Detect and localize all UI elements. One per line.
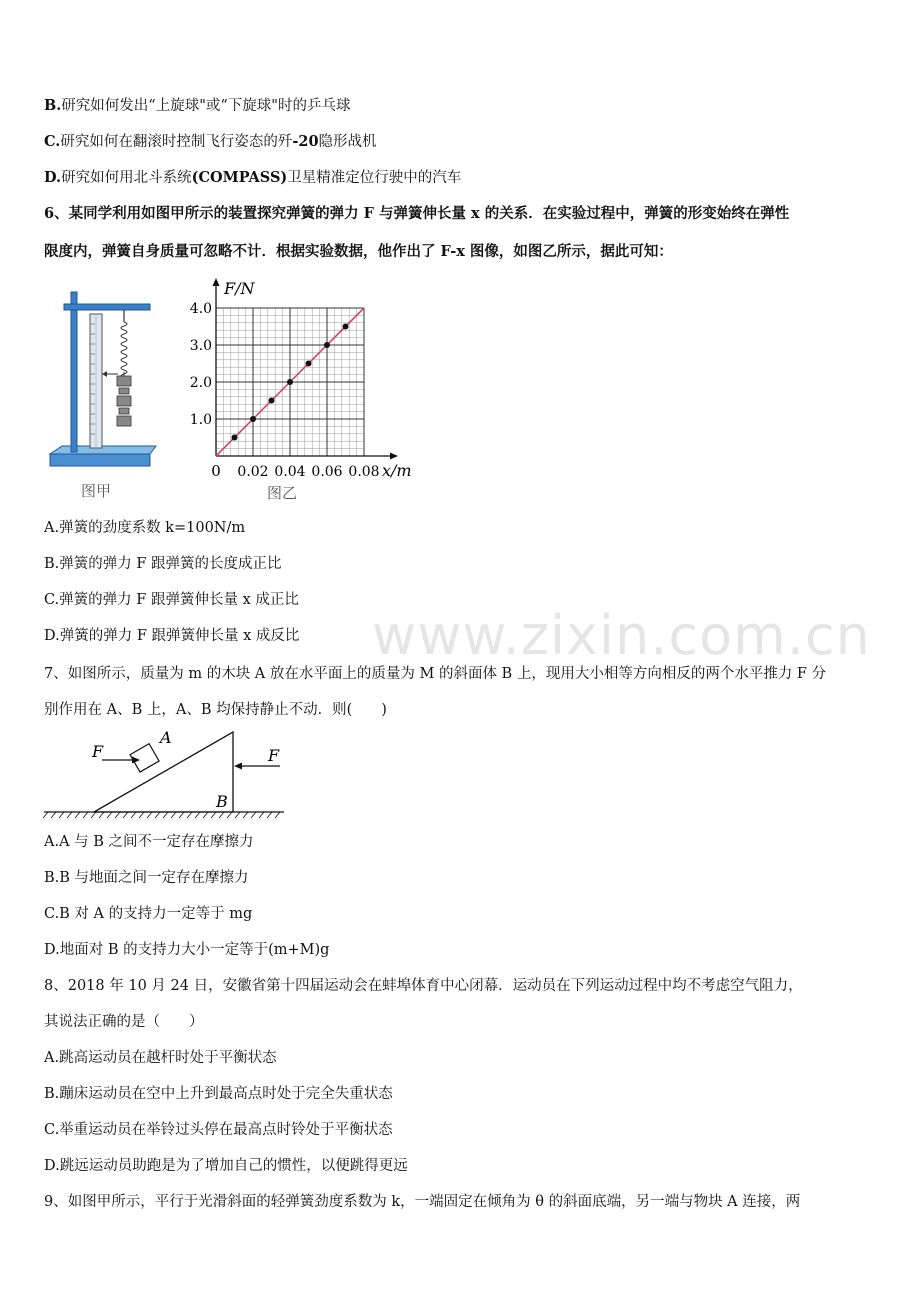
- y-tick-label: 1.0: [189, 412, 212, 428]
- x-tick-label: 0.08: [348, 464, 380, 480]
- q8-option-b: B.蹦床运动员在空中上升到最高点时处于完全失重状态: [44, 1086, 393, 1102]
- q7-option-c: C.B 对 A 的支持力一定等于 mg: [44, 906, 253, 922]
- block-b-label: B: [216, 792, 228, 811]
- data-point: [250, 416, 256, 422]
- block-a-label: A: [160, 728, 172, 747]
- y-tick-label: 2.0: [189, 375, 212, 391]
- x-tick-label: 0.02: [237, 464, 269, 480]
- data-point: [232, 435, 238, 441]
- prev-option-c: C.研究如何在翻滚时控制飞行姿态的歼-20隐形战机: [44, 133, 377, 150]
- fig-a-caption: 图甲: [80, 482, 112, 500]
- q7-option-d: D.地面对 B 的支持力大小一定等于(m+M)g: [44, 942, 330, 958]
- spring-apparatus-figure: [44, 284, 164, 504]
- q6-stem-line1: 6、某同学利用如图甲所示的装置探究弹簧的弹力 F 与弹簧伸长量 x 的关系．在实验过程中，弹簧的形变始终在弹性: [44, 205, 790, 222]
- y-tick-label: 3.0: [189, 338, 212, 354]
- q7-stem-line2: 别作用在 A、B 上，A、B 均保持静止不动．则( ): [44, 702, 387, 718]
- q8-option-d: D.跳远运动员助跑是为了增加自己的惯性，以便跳得更远: [44, 1158, 408, 1174]
- origin-label: 0: [211, 462, 221, 480]
- x-tick-label: 0.06: [311, 464, 343, 480]
- fig-b-caption: 图乙: [266, 484, 298, 502]
- data-point: [287, 379, 293, 385]
- incline-figure: [40, 728, 290, 824]
- q9-stem-line1: 9、如图甲所示，平行于光滑斜面的轻弹簧劲度系数为 k，一端固定在倾角为 θ 的斜面底端，另一端与物块 A 连接，两: [44, 1194, 801, 1210]
- watermark: www.zixin.com.cn: [372, 604, 871, 667]
- q6-option-c: C.弹簧的弹力 F 跟弹簧伸长量 x 成正比: [44, 592, 299, 608]
- force-label-right: F: [268, 746, 280, 765]
- q8-option-c: C.举重运动员在举铃过头停在最高点时铃处于平衡状态: [44, 1122, 393, 1138]
- q8-stem-line2: 其说法正确的是（ ）: [44, 1014, 204, 1030]
- data-point: [343, 324, 349, 330]
- q6-stem-line2: 限度内，弹簧自身质量可忽略不计．根据实验数据，他作出了 F-x 图像，如图乙所示，据此可知：: [44, 243, 673, 260]
- f-x-chart: [180, 270, 430, 506]
- x-axis-label: x/m: [382, 461, 412, 480]
- y-axis-label: F/N: [224, 279, 255, 298]
- data-point: [324, 342, 330, 348]
- q7-option-a: A.A 与 B 之间不一定存在摩擦力: [44, 834, 254, 850]
- force-label-left: F: [92, 742, 104, 761]
- data-point: [269, 398, 275, 404]
- data-point: [306, 361, 312, 367]
- q6-option-b: B.弹簧的弹力 F 跟弹簧的长度成正比: [44, 556, 282, 572]
- x-tick-label: 0.04: [274, 464, 306, 480]
- prev-option-d: D.研究如何用北斗系统(COMPASS)卫星精准定位行驶中的汽车: [44, 169, 462, 186]
- q6-option-a: A.弹簧的劲度系数 k=100N/m: [44, 520, 246, 536]
- prev-option-b: B.研究如何发出“上旋球"或“下旋球"时的乒乓球: [44, 97, 351, 114]
- q8-stem-line1: 8、2018 年 10 月 24 日，安徽省第十四届运动会在蚌埠体育中心闭幕．运动员在下列运动过程中均不考虑空气阻力，: [44, 978, 803, 994]
- q8-option-a: A.跳高运动员在越杆时处于平衡状态: [44, 1050, 277, 1066]
- y-axis-arrow: [213, 278, 220, 286]
- q7-option-b: B.B 与地面之间一定存在摩擦力: [44, 870, 249, 886]
- q7-stem-line1: 7、如图所示，质量为 m 的木块 A 放在水平面上的质量为 M 的斜面体 B 上，现用大小相等方向相反的两个水平推力 F 分: [44, 666, 827, 682]
- x-axis-arrow: [390, 453, 398, 460]
- q6-option-d: D.弹簧的弹力 F 跟弹簧伸长量 x 成反比: [44, 628, 300, 644]
- y-tick-label: 4.0: [189, 301, 212, 317]
